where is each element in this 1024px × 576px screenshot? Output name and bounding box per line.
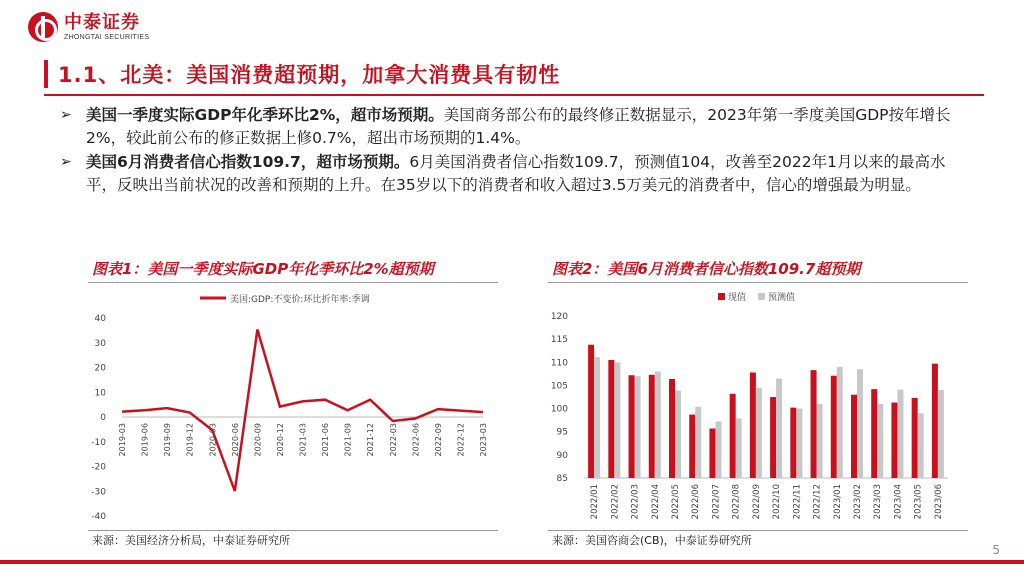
bar-forecast (897, 390, 903, 478)
x-tick-label: 2020-09 (253, 423, 263, 457)
x-tick-label: 2020-06 (230, 423, 240, 457)
page-number: 5 (992, 543, 1000, 557)
x-tick-label: 2022/10 (772, 484, 783, 520)
y-tick-label: 85 (556, 474, 568, 484)
title-divider (44, 94, 984, 96)
bar-actual (811, 370, 817, 478)
bar-forecast (695, 407, 701, 478)
bar-forecast (776, 378, 782, 478)
x-tick-label: 2022/11 (792, 484, 803, 520)
x-tick-label: 2021-06 (321, 423, 331, 457)
y-tick-label: 0 (100, 413, 106, 423)
bar-actual (790, 408, 796, 478)
y-tick-label: 10 (94, 388, 106, 399)
x-tick-label: 2021-12 (366, 423, 376, 457)
x-tick-label: 2022/06 (691, 484, 702, 520)
bar-forecast (715, 422, 721, 478)
legend-swatch-forecast (758, 293, 765, 300)
x-tick-label: 2021-03 (298, 423, 308, 457)
y-tick-label: 100 (550, 404, 568, 415)
y-tick-label: -20 (91, 462, 106, 473)
bullet-item (60, 104, 960, 149)
bar-actual (730, 394, 736, 478)
bar-actual (851, 395, 857, 478)
bar-forecast (756, 388, 762, 478)
slide-title-bar (44, 58, 984, 92)
bar-actual (588, 345, 594, 478)
logo-mark-icon (28, 12, 58, 42)
y-tick-label: 40 (94, 314, 106, 324)
bar-forecast (938, 390, 944, 478)
x-tick-label: 2022-09 (433, 423, 443, 457)
legend-label-actual: 现值 (728, 293, 747, 303)
company-logo (28, 12, 149, 42)
bar-actual (608, 360, 614, 478)
y-tick-label: 90 (556, 450, 568, 461)
bar-actual (770, 397, 776, 478)
x-tick-label: 2022-03 (388, 423, 398, 457)
footer-bar (0, 560, 1024, 564)
bar-forecast (655, 372, 661, 478)
bar-actual (750, 372, 756, 478)
y-tick-label: 95 (556, 427, 568, 438)
legend-label-forecast: 预测值 (768, 293, 796, 303)
x-tick-label: 2022/04 (650, 484, 661, 520)
bar-forecast (635, 376, 641, 478)
arrow-bullet-icon: ➢ (60, 107, 72, 123)
x-tick-label: 2019-12 (185, 423, 195, 457)
y-tick-label: 105 (550, 381, 568, 392)
x-tick-label: 2022-12 (456, 423, 466, 457)
bar-actual (709, 428, 715, 478)
bar-forecast (918, 413, 924, 478)
logo-english-name: ZHONGTAI SECURITIES (64, 33, 150, 41)
bar-actual (932, 364, 938, 478)
x-tick-label: 2022/02 (610, 484, 621, 520)
x-tick-label: 2023/03 (873, 484, 884, 520)
bar-actual (629, 375, 635, 478)
slide-title: 1.1、北美：美国消费超预期，加拿大消费具有韧性 (58, 63, 561, 87)
bar-actual (912, 398, 918, 478)
x-tick-label: 2022-06 (411, 423, 421, 457)
bullet-body: 美国商务部公布的最终修正数据显示，2023年第一季度美国GDP按年增长2%，较此前公布的修正数据上修0.7%，超出市场预期的1.4%。 (86, 106, 951, 147)
chart2-title: 图表2：美国6月消费者信心指数109.7超预期 (552, 260, 861, 278)
x-tick-label: 2019-09 (163, 423, 173, 457)
arrow-bullet-icon: ➢ (60, 154, 72, 170)
bar-actual (649, 375, 655, 478)
x-tick-label: 2021-09 (343, 423, 353, 457)
legend-label: 美国:GDP:不变价:环比折年率:季调 (230, 295, 370, 305)
gdp-line-chart (88, 284, 498, 530)
series-line (122, 330, 483, 491)
bullet-body: 6月美国消费者信心指数109.7，预测值104，改善至2022年1月以来的最高水平，反映出当前状况的改善和预期的上升。在35岁以下的消费者和收入超过3.5万美元的消费者中，信心的增强最为明显。 (86, 153, 946, 194)
bar-actual (891, 403, 897, 478)
bullet-list (60, 104, 960, 198)
y-tick-label: 110 (550, 358, 568, 369)
bar-forecast (736, 418, 742, 478)
bullet-item (60, 151, 960, 196)
x-tick-label: 2023/01 (832, 484, 843, 520)
bar-forecast (614, 362, 620, 478)
title-accent (44, 60, 48, 88)
chart1-top-rule (88, 282, 498, 283)
y-tick-label: -40 (91, 512, 106, 522)
x-tick-label: 2022/05 (671, 484, 681, 520)
bar-actual (669, 379, 675, 478)
chart1-source: 来源：美国经济分析局，中泰证券研究所 (92, 534, 290, 547)
bar-forecast (857, 369, 863, 478)
bar-forecast (594, 357, 600, 478)
x-tick-label: 2022/03 (630, 484, 641, 520)
logo-chinese-name: 中泰证券 (64, 11, 140, 33)
chart2-top-rule (548, 282, 968, 283)
x-tick-label: 2020-12 (275, 423, 285, 457)
confidence-bar-chart (548, 284, 968, 530)
x-tick-label: 2022/01 (590, 484, 601, 520)
x-tick-label: 2023-03 (479, 423, 488, 457)
bar-forecast (877, 404, 883, 478)
x-tick-label: 2022/09 (751, 484, 762, 520)
bar-forecast (796, 409, 802, 478)
bar-forecast (817, 404, 823, 478)
bullet-headline: 美国6月消费者信心指数109.7，超市场预期。 (86, 153, 410, 171)
bar-actual (689, 415, 695, 478)
x-tick-label: 2020-03 (208, 423, 218, 457)
x-tick-label: 2022/07 (711, 484, 722, 520)
y-tick-label: -30 (91, 487, 106, 498)
bar-forecast (675, 391, 681, 478)
y-tick-label: 120 (550, 312, 568, 322)
chart1-bottom-rule (88, 530, 498, 531)
x-tick-label: 2019-03 (118, 423, 127, 457)
x-tick-label: 2019-06 (140, 423, 150, 457)
bar-forecast (837, 367, 843, 478)
legend-swatch-actual (718, 293, 725, 300)
y-tick-label: 30 (94, 338, 106, 349)
x-tick-label: 2022/08 (731, 484, 742, 520)
bullet-headline: 美国一季度实际GDP年化季环比2%，超市场预期。 (86, 106, 444, 124)
bar-actual (871, 389, 877, 478)
x-tick-label: 2023/06 (933, 484, 944, 520)
x-tick-label: 2023/04 (893, 484, 904, 520)
x-tick-label: 2023/02 (853, 484, 863, 520)
x-tick-label: 2023/05 (913, 484, 924, 520)
y-tick-label: -10 (91, 437, 106, 448)
y-tick-label: 115 (550, 335, 568, 346)
x-tick-label: 2022/12 (812, 484, 823, 520)
chart2-source: 来源：美国咨商会(CB)，中泰证券研究所 (552, 534, 752, 547)
chart2-bottom-rule (548, 530, 968, 531)
bar-actual (831, 376, 837, 478)
chart1-title: 图表1：美国一季度实际GDP年化季环比2%超预期 (92, 260, 434, 278)
y-tick-label: 20 (94, 363, 106, 374)
